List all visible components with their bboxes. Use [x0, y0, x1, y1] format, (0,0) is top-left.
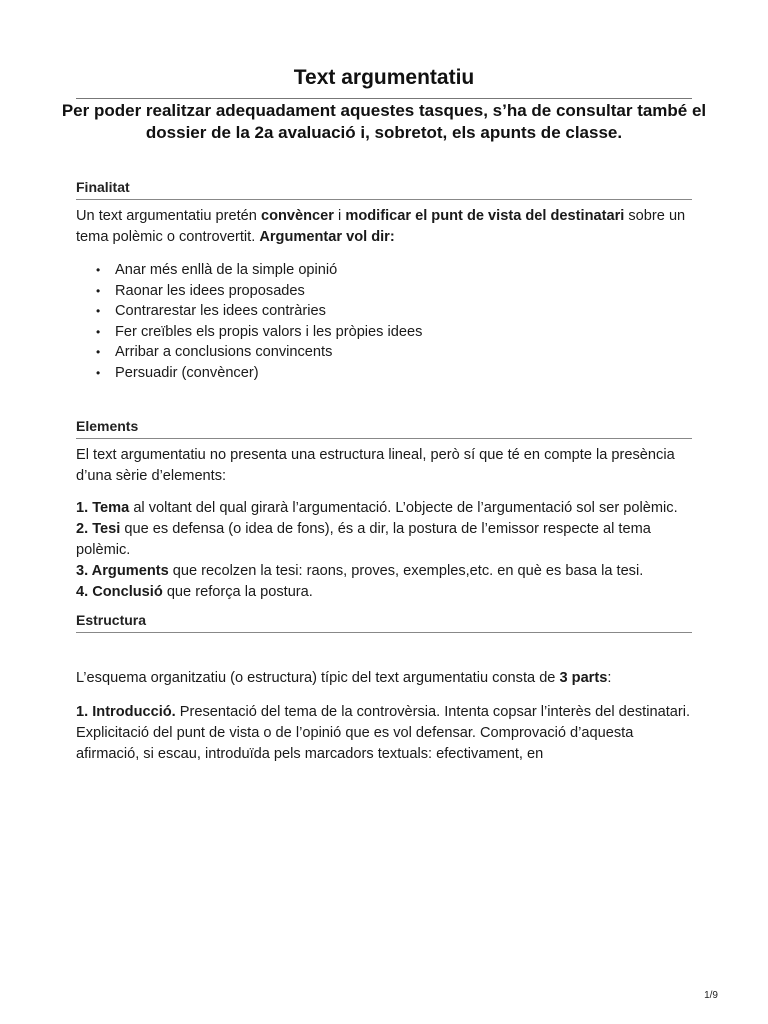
list-item: • Fer creïbles els propis valors i les pròpies idees	[96, 322, 422, 343]
introduccio-paragraph: 1. Introducció. Presentació del tema de la controvèrsia. Intenta copsar l’interès del destinatari. Explicitació del punt de vista o de l’opinió que es vol defensar. Comprovació d’aquesta afirmació, si escau, introduïda pels marcadors textuals: efectivament, en	[76, 704, 691, 762]
list-item: • Raonar les idees proposades	[96, 281, 422, 302]
page-title: Text argumentatiu	[293, 66, 475, 89]
list-item: • Persuadir (convèncer)	[96, 363, 422, 384]
list-item: • Contrarestar les idees contràries	[96, 301, 422, 322]
section-heading-elements: Elements	[76, 418, 692, 439]
list-item: • Anar més enllà de la simple opinió	[96, 260, 422, 281]
section-heading-finalitat: Finalitat	[76, 179, 692, 200]
finalitat-bullet-list	[96, 260, 422, 384]
finalitat-paragraph: Un text argumentatiu pretén convèncer i modificar el punt de vista del destinatari sobre un tema polèmic o controvertit. Argumentar vol dir:	[76, 208, 686, 245]
numbered-item: 2. Tesi que es defensa (o idea de fons), és a dir, la postura de l’emissor respecte al tema polèmic.	[76, 521, 651, 558]
elements-intro: El text argumentatiu no presenta una estructura lineal, però sí que té en compte la presència d’una sèrie d’elements:	[76, 447, 675, 484]
estructura-intro: L’esquema organitzatiu (o estructura) típic del text argumentatiu consta de 3 parts:	[76, 670, 612, 686]
title-divider	[76, 98, 692, 99]
numbered-item: 3. Arguments que recolzen la tesi: raons, proves, exemples,etc. en què es basa la tesi.	[76, 563, 644, 579]
page-subtitle: Per poder realitzar adequadament aquestes tasques, s’ha de consultar també el dossier de la 2a avaluació i, sobretot, els apunts de classe.	[61, 101, 707, 142]
section-heading-estructura: Estructura	[76, 612, 692, 633]
numbered-item: 4. Conclusió que reforça la postura.	[76, 584, 313, 600]
numbered-item: 1. Tema al voltant del qual girarà l’argumentació. L’objecte de l’argumentació sol ser polèmic.	[76, 500, 678, 516]
list-item: • Arribar a conclusions convincents	[96, 342, 422, 363]
page-number: 1/9	[704, 990, 718, 1001]
elements-numbered-list	[76, 498, 706, 603]
